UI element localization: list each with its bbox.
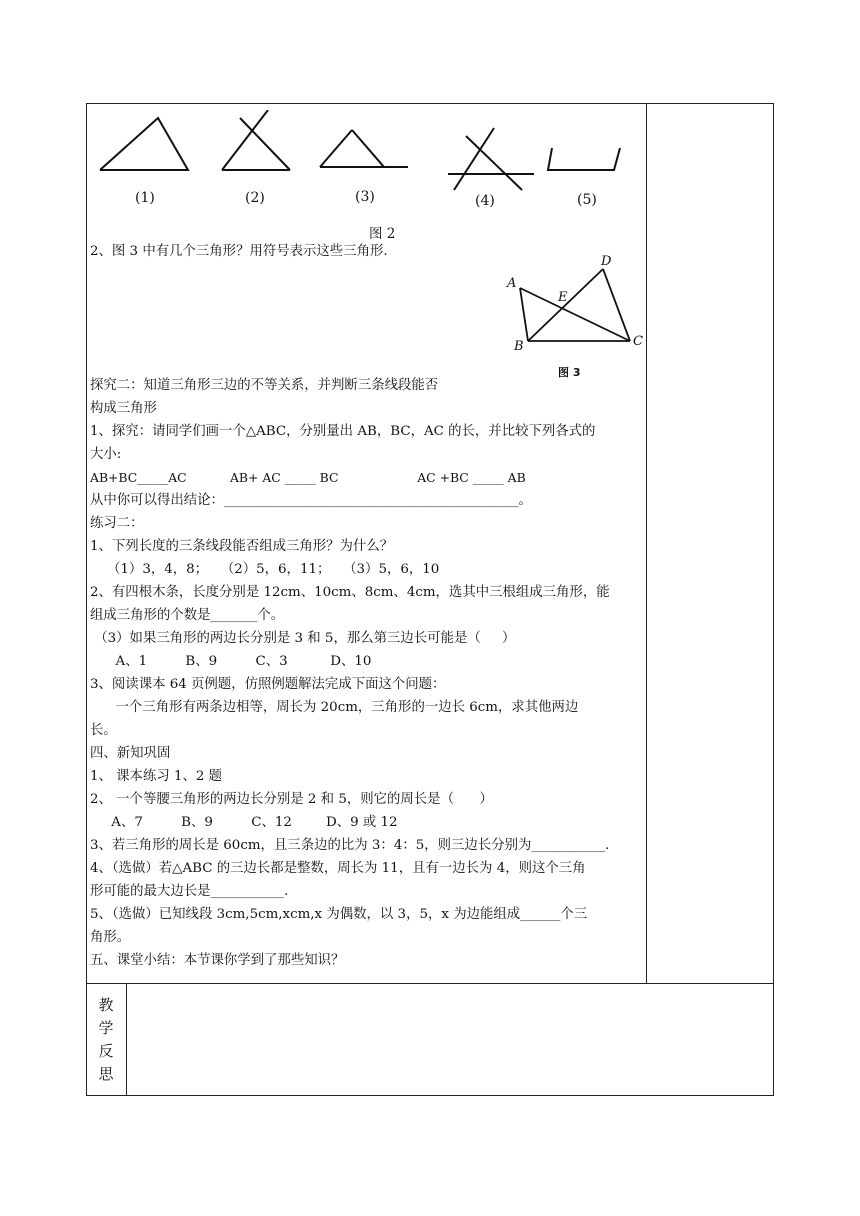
figure-3-point-label: E xyxy=(558,290,568,305)
comparison-line: AB+BC_____AC AB+ AC _____ BC AC +BC _____ AB xyxy=(90,470,526,485)
question-line: 3、阅读课本 64 页例题，仿照例题解法完成下面这个问题： xyxy=(90,677,446,692)
section-heading: 探究二：知道三角形三边的不等关系，并判断三条线段能否 xyxy=(90,378,439,393)
question-line: 1、探究：请同学们画一个△ABC，分别量出 AB，BC，AC 的长，并比较下列各式的 xyxy=(90,424,596,439)
figure-2-label: (4) xyxy=(475,193,495,209)
question-line: 角形。 xyxy=(90,930,131,945)
figure-3-point-label: C xyxy=(633,334,643,349)
reflection-char: 教 xyxy=(98,995,114,1014)
question-line: （3）如果三角形的两边长分别是 3 和 5，那么第三边长可能是（ ） xyxy=(90,631,516,646)
question-line: 2、 一个等腰三角形的两边长分别是 2 和 5，则它的周长是（ ） xyxy=(90,792,493,807)
question-line: 大小: xyxy=(90,447,122,462)
question-line: 3、若三角形的周长是 60cm，且三条边的比为 3：4：5，则三边长分别为___________. xyxy=(90,838,610,853)
figure-2-label: (5) xyxy=(577,192,597,208)
section-heading: 四、新知巩固 xyxy=(90,746,171,761)
reflection-char: 反 xyxy=(98,1041,114,1060)
figure-2-label: (1) xyxy=(135,190,155,206)
figure-2-shape-3 xyxy=(320,130,408,167)
figure-2-shape-4 xyxy=(448,128,534,190)
question-line: 组成三角形的个数是_______个。 xyxy=(90,608,285,623)
figure-3-caption: 图 3 xyxy=(558,366,581,379)
section-heading: 五、课堂小结：本节课你学到了那些知识？ xyxy=(90,953,345,968)
question-line: 长。 xyxy=(90,723,117,738)
figure-3-point-label: A xyxy=(507,276,517,291)
figure-2-label: (2) xyxy=(245,190,265,206)
question-line: 1、 课本练习 1、2 题 xyxy=(90,769,223,784)
table-column-divider xyxy=(646,103,647,983)
table-row-divider xyxy=(86,983,774,984)
teaching-reflection-label xyxy=(86,983,126,1096)
conclusion-line: 从中你可以得出结论：____________________________________________。 xyxy=(90,493,532,508)
figure-3-diagram xyxy=(500,247,645,382)
answer-options: A、7 B、9 C、12 D、9 或 12 xyxy=(90,815,398,830)
question-line: 1、下列长度的三条线段能否组成三角形？为什么？ xyxy=(90,539,394,554)
question-line: 2、有四根木条，长度分别是 12cm、10cm、8cm、4cm，选其中三根组成三角形，能 xyxy=(90,585,610,600)
figure-2-label: (3) xyxy=(355,189,375,205)
figure-3-point-label: D xyxy=(601,254,612,269)
section-heading: 练习二： xyxy=(90,516,144,531)
question-line: 4、（选做）若△ABC 的三边长都是整数，周长为 11，且有一边长为 4，则这个三角 xyxy=(90,861,586,876)
question-line: 2、图 3 中有几个三角形？用符号表示这些三角形. xyxy=(90,244,388,259)
answer-options: A、1 B、9 C、3 D、10 xyxy=(90,654,372,669)
reflection-char: 学 xyxy=(98,1018,114,1037)
figure-2-shape-2 xyxy=(222,110,290,170)
section-heading: 构成三角形 xyxy=(90,401,157,416)
reflection-char: 思 xyxy=(98,1064,114,1083)
figure-3-point-label: B xyxy=(514,339,524,354)
figure-2-caption: 图 2 xyxy=(369,226,396,242)
figure-2-shape-1 xyxy=(100,118,188,170)
question-line: （1）3，4，8； （2）5，6，11； （3）5，6，10 xyxy=(90,562,440,577)
question-line: 形可能的最大边长是___________. xyxy=(90,884,289,899)
question-line: 5、（选做）已知线段 3cm,5cm,xcm,x 为偶数，以 3，5，x 为边能组成______个三 xyxy=(90,907,588,922)
figure-2-shape-5 xyxy=(548,148,620,170)
question-line: 一个三角形有两条边相等，周长为 20cm，三角形的一边长 6cm，求其他两边 xyxy=(90,700,579,715)
reflection-column-divider xyxy=(126,983,127,1096)
